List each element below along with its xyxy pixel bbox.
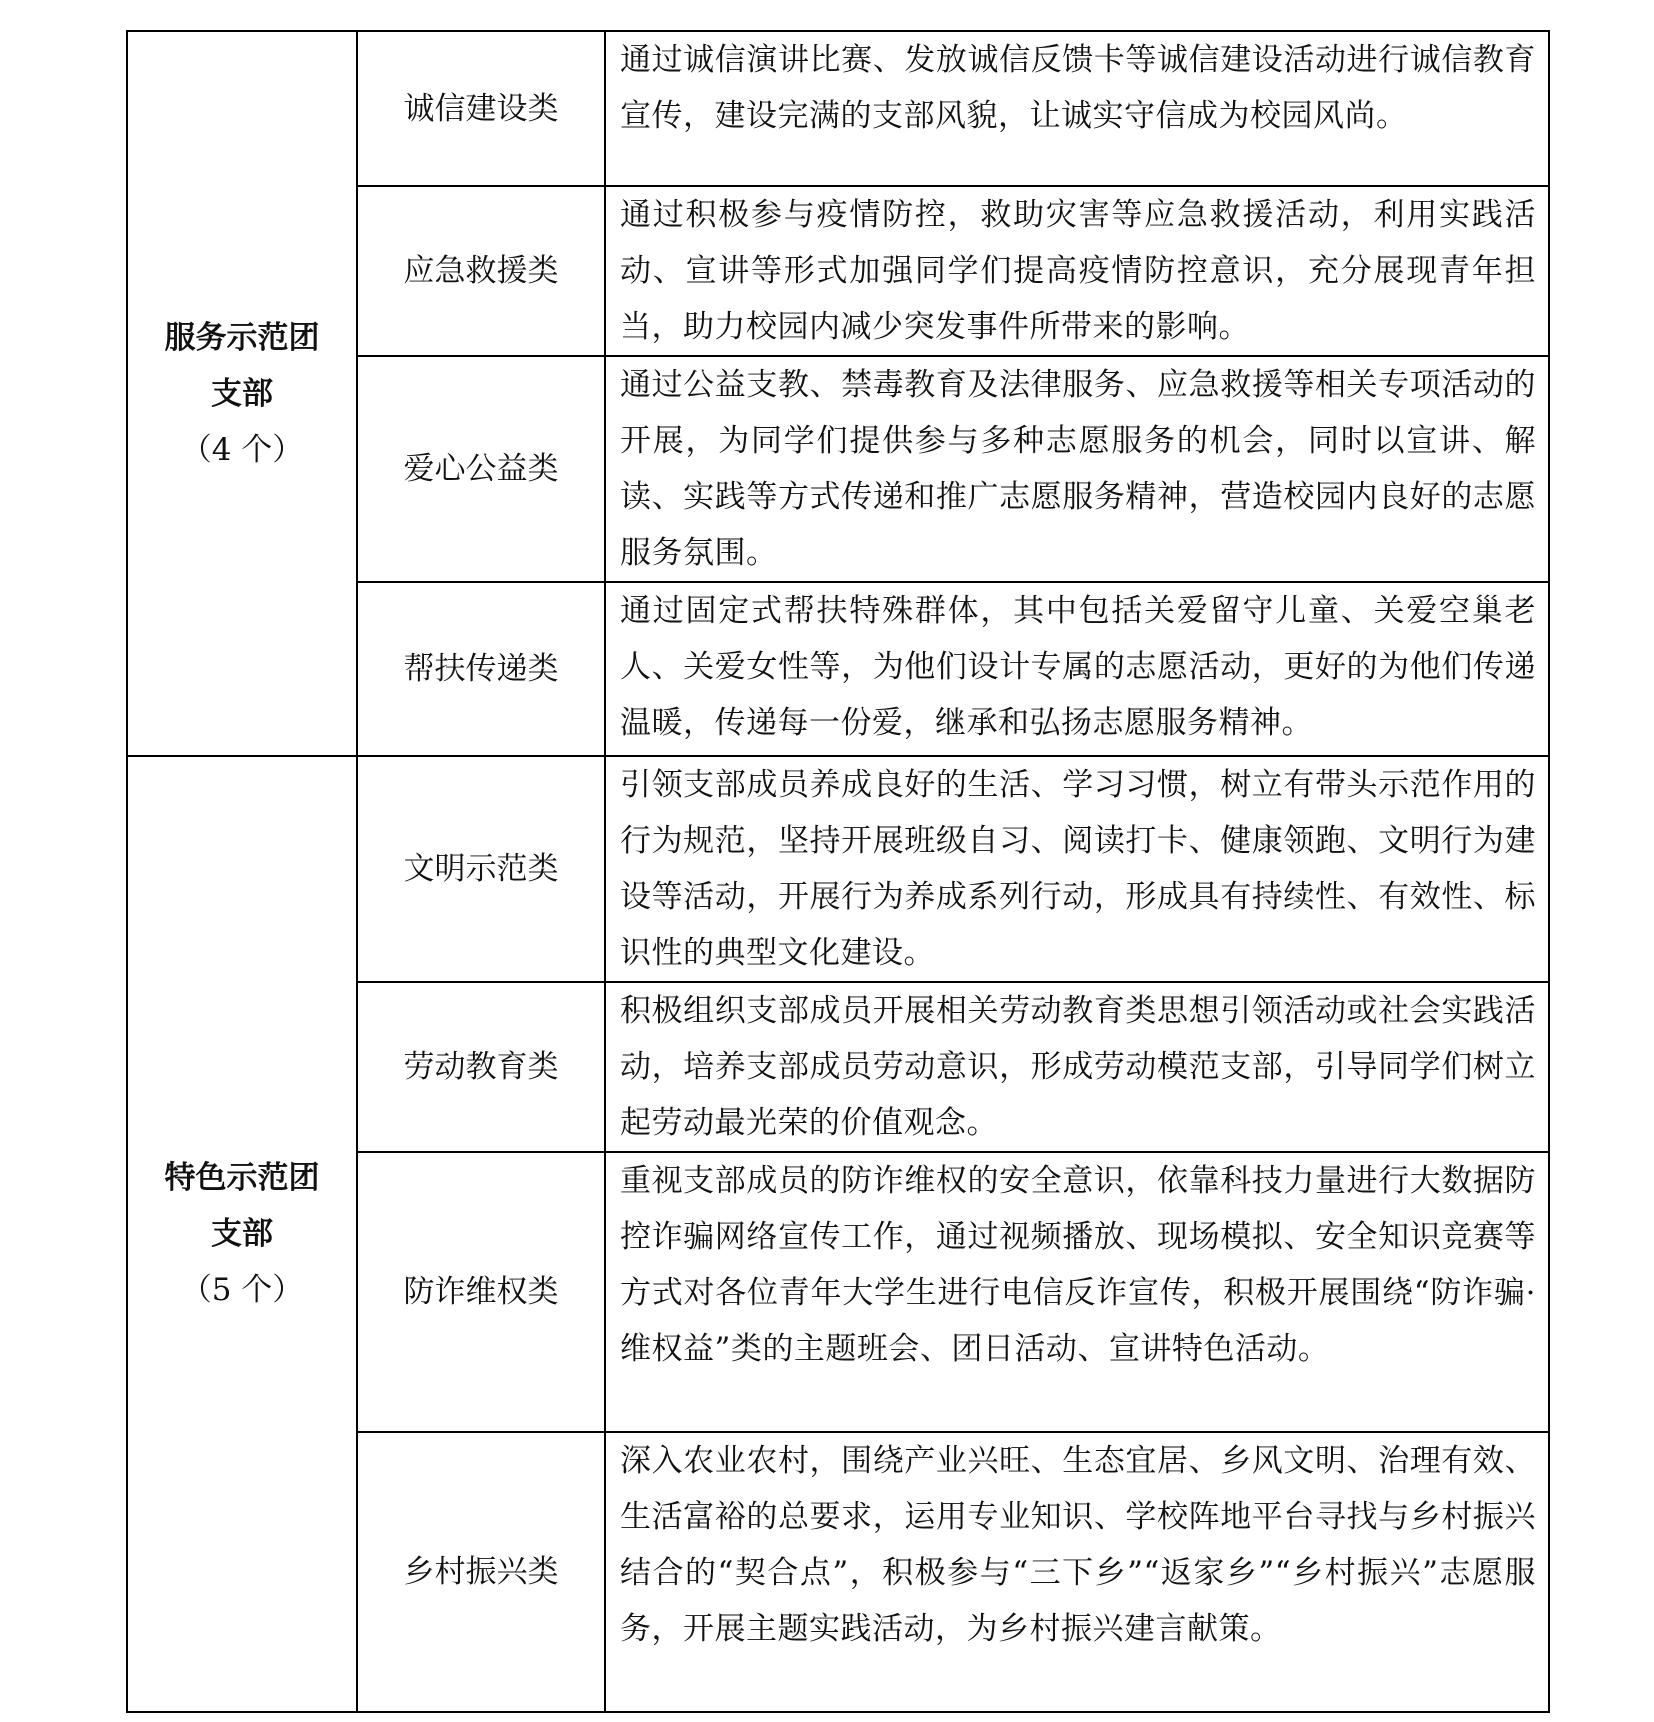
group-cell-feature — [127, 756, 357, 1712]
group-cell-service — [127, 31, 357, 756]
description-cell: 重视支部成员的防诈维权的安全意识，依靠科技力量进行大数据防控诈骗网络宣传工作，通过视频播放、现场模拟、安全知识竞赛等方式对各位青年大学生进行电信反诈宣传，积极开展围绕“防诈骗·维权益”类的主题班会、团日活动、宣讲特色活动。 — [605, 1152, 1549, 1432]
category-cell: 爱心公益类 — [357, 356, 605, 582]
group-count: （5 个） — [180, 1272, 304, 1308]
group-title-line2: 支部 — [211, 1216, 273, 1252]
description-cell: 通过公益支教、禁毒教育及法律服务、应急救援等相关专项活动的开展，为同学们提供参与多种志愿服务的机会，同时以宣讲、解读、实践等方式传递和推广志愿服务精神，营造校园内良好的志愿服务氛围。 — [605, 356, 1549, 582]
category-cell: 应急救援类 — [357, 186, 605, 356]
description-cell: 通过固定式帮扶特殊群体，其中包括关爱留守儿童、关爱空巢老人、关爱女性等，为他们设计专属的志愿活动，更好的为他们传递温暖，传递每一份爱，继承和弘扬志愿服务精神。 — [605, 582, 1549, 756]
description-cell: 引领支部成员养成良好的生活、学习习惯，树立有带头示范作用的行为规范，坚持开展班级自习、阅读打卡、健康领跑、文明行为建设等活动，开展行为养成系列行动，形成具有持续性、有效性、标识性的典型文化建设。 — [605, 756, 1549, 982]
demonstration-branch-table — [126, 30, 1550, 1713]
category-cell: 帮扶传递类 — [357, 582, 605, 756]
group-title-line2: 支部 — [211, 375, 273, 412]
description-cell: 深入农业农村，围绕产业兴旺、生态宜居、乡风文明、治理有效、生活富裕的总要求，运用专业知识、学校阵地平台寻找与乡村振兴结合的“契合点”，积极参与“三下乡”“返家乡”“乡村振兴”志愿服务，开展主题实践活动，为乡村振兴建言献策。 — [605, 1432, 1549, 1712]
table-row — [127, 756, 1549, 982]
category-cell: 劳动教育类 — [357, 982, 605, 1152]
description-cell: 通过诚信演讲比赛、发放诚信反馈卡等诚信建设活动进行诚信教育宣传，建设完满的支部风貌，让诚实守信成为校园风尚。 — [605, 31, 1549, 186]
table-row — [127, 31, 1549, 186]
group-title-line1: 服务示范团 — [164, 319, 320, 356]
group-title-line1: 特色示范团 — [164, 1160, 320, 1196]
category-cell: 乡村振兴类 — [357, 1432, 605, 1712]
description-cell: 积极组织支部成员开展相关劳动教育类思想引领活动或社会实践活动，培养支部成员劳动意识，形成劳动模范支部，引导同学们树立起劳动最光荣的价值观念。 — [605, 982, 1549, 1152]
description-cell: 通过积极参与疫情防控，救助灾害等应急救援活动，利用实践活动、宣讲等形式加强同学们提高疫情防控意识，充分展现青年担当，助力校园内减少突发事件所带来的影响。 — [605, 186, 1549, 356]
category-cell: 文明示范类 — [357, 756, 605, 982]
group-count: （4 个） — [180, 431, 304, 468]
category-cell: 防诈维权类 — [357, 1152, 605, 1432]
category-cell: 诚信建设类 — [357, 31, 605, 186]
